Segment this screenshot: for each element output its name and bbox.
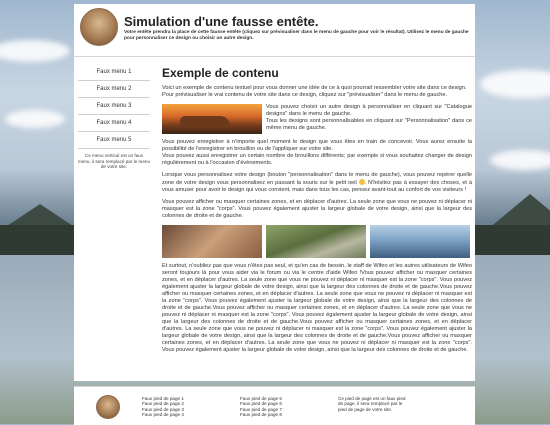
content-text: Vous pouvez aussi enregistrer un certain nombre de brouillons différents; par exemple si vous souhaitez changer de design régulièrement ou à l'occasion d'évènements. bbox=[162, 153, 472, 166]
site-subtitle: Votre entête prendra la place de cette fausse entête (cliquez sur prévisualiser dans le menu de gauche pour voir le résultat). Utilisez le menu de gauche pour personnaliser ce design ou choisir un autre design. bbox=[124, 30, 469, 41]
footer-column-2 bbox=[240, 396, 282, 418]
footer-column-1 bbox=[142, 396, 184, 418]
site-logo bbox=[80, 8, 118, 46]
footer-link[interactable]: Faux pied de page 6 bbox=[240, 401, 282, 407]
gallery-photo-2 bbox=[266, 225, 366, 258]
sidebar-item-4[interactable]: Faux menu 4 bbox=[78, 115, 150, 132]
content-text: Voici un exemple de contenu textuel pour vous donner une idée de ce à quoi pourrait ressembler votre site dans ce design. bbox=[162, 85, 467, 91]
cloud bbox=[5, 110, 65, 128]
sidebar-item-2[interactable]: Faux menu 2 bbox=[78, 81, 150, 98]
main-content bbox=[162, 66, 472, 359]
sidebar-item-3[interactable]: Faux menu 3 bbox=[78, 98, 150, 115]
content-paragraph: Vous pouvez afficher ou masquer certaines zones, et en déplacer d'autres. La seule zone que vous ne pouvez ni déplacer ni masquer est la zone "corps". Vous pouvez également ajuster la largeur globale de votre design, ainsi que la largeur des colonnes de droite et de gauche. bbox=[162, 199, 472, 219]
image-text-row bbox=[162, 104, 472, 134]
sidebar-note: Ce menu vertical est un faux menu, il sera remplacé par le menu de votre site. bbox=[78, 153, 151, 170]
footer-link[interactable]: Faux pied de page 7 bbox=[240, 406, 282, 412]
footer-link[interactable]: Faux pied de page 3 bbox=[142, 406, 184, 412]
content-paragraph bbox=[162, 172, 472, 194]
gallery-photo-3 bbox=[370, 225, 470, 258]
content-paragraph bbox=[162, 85, 472, 99]
footer-link[interactable]: Faux pied de page 1 bbox=[142, 396, 184, 401]
content-title: Exemple de contenu bbox=[162, 66, 279, 80]
content-text: Pour prévisualiser le vrai contenu de votre site dans ce design, cliquez sur "prévisualiser" dans le menu de gauche. bbox=[162, 92, 448, 98]
footer-logo bbox=[96, 395, 120, 419]
content-text: Lorsque vous personnalisez votre design (bouton "personnalisation" dans le menu de gauche), vous pouvez repérer quelle zone de votre design vous personnalisez en passant la souris sur le petit oeil bbox=[162, 172, 472, 186]
footer-link[interactable]: Faux pied de page 8 bbox=[240, 412, 282, 418]
cloud bbox=[490, 150, 550, 170]
site-title: Simulation d'une fausse entête. bbox=[124, 14, 319, 29]
sidebar-item-5[interactable]: Faux menu 5 bbox=[78, 132, 150, 149]
content-text: . N'hésitez pas à essayer des choses, et à vous amuser pour avoir le design qui vous convient, mais dans tous les cas, pensez avant-tout au confort de vos visiteurs ! bbox=[162, 180, 472, 193]
content-paragraph bbox=[162, 139, 472, 167]
cloud bbox=[480, 70, 550, 98]
footer-link[interactable]: Faux pied de page 2 bbox=[142, 401, 184, 407]
header bbox=[74, 4, 475, 57]
content-text: Vous pouvez choisir un autre design à personnaliser en cliquant sur "Catalogue designs" dans le menu de gauche. bbox=[266, 104, 472, 117]
content-paragraph: Et surtout, n'oubliez pas que vous n'êtes pas seul, et qu'en cas de besoin, le staff de Wifeo et les autres utilisateurs de Wifeo seront toujours là pour vous aider via le forum ou via le centre d'aide Wifeo !Vous pouvez afficher ou masquer certaines zones, et en déplacer d'autres. La seule zone que vous ne pouvez ni déplacer ni masquer est la zone "corps". Vous pouvez également ajuster la largeur globale de votre design, ainsi que la largeur des colonnes de droite et de gauche.Vous pouvez afficher ou masquer certaines zones, et en déplacer d'autres. La seule zone que vous ne pouvez ni déplacer ni masquer est la zone "corps". Vous pouvez également ajuster la largeur globale de votre design, ainsi que la largeur des colonnes de droite et de gauche.Vous pouvez afficher ou masquer certaines zones, et en déplacer d'autres. La seule zone que vous ne pouvez ni déplacer ni masquer est la zone "corps". Vous pouvez également ajuster la largeur globale de votre design, ainsi que la largeur des colonnes de droite et de gauche.Vous pouvez afficher ou masquer certaines zones, et en déplacer d'autres. La seule zone que vous ne pouvez ni déplacer ni masquer est la zone "corps". Vous pouvez également ajuster la largeur globale de votre design, ainsi que la largeur des colonnes de droite et de gauche.Vous pouvez afficher ou masquer certaines zones, et en déplacer d'autres. La seule zone que vous ne pouvez ni déplacer ni masquer est la zone "corps". Vous pouvez également ajuster la largeur globale de votre design, ainsi que la largeur des colonnes de droite et de gauche. bbox=[162, 263, 472, 353]
footer bbox=[74, 386, 475, 425]
page-container bbox=[74, 4, 475, 381]
image-gallery bbox=[162, 225, 472, 258]
footer-note: Ce pied de page est un faux pied de page, il sera remplacé par le pied de page de votre site. bbox=[338, 396, 406, 412]
footer-link[interactable]: Faux pied de page 4 bbox=[142, 412, 184, 418]
landscape-photo bbox=[162, 104, 262, 134]
cloud bbox=[0, 40, 70, 62]
gallery-photo-1 bbox=[162, 225, 262, 258]
content-text: Vous pouvez enregistrer à n'importe quel moment le design que vous êtes en train de concevoir. Vous aurez ensuite la possibilité de l'enregistrer en brouillon ou de l'appliquer sur votre site. bbox=[162, 139, 472, 152]
image-caption bbox=[266, 104, 472, 134]
content-text: Tous les designs sont personnalisables en cliquant sur "Personnalisation" dans ce même menu de gauche. bbox=[266, 118, 472, 131]
footer-link[interactable]: Faux pied de page 5 bbox=[240, 396, 282, 401]
sidebar-menu bbox=[78, 64, 150, 170]
sidebar-item-1[interactable]: Faux menu 1 bbox=[78, 64, 150, 81]
